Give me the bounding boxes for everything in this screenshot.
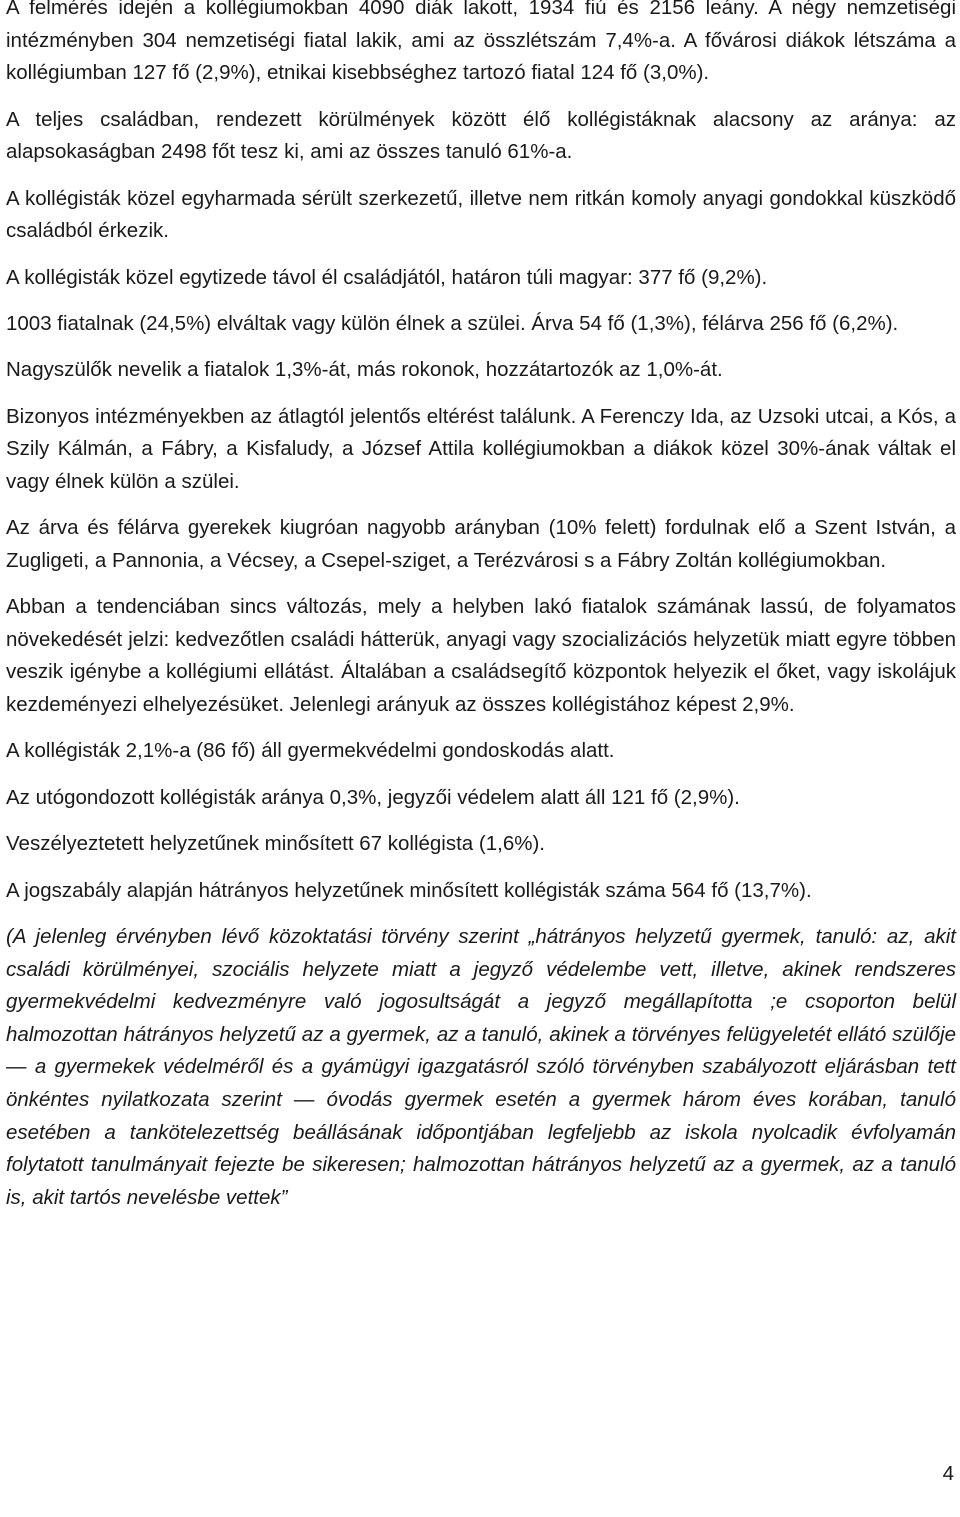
paragraph-damaged-family: A kollégisták közel egyharmada sérült szerkezetű, illetve nem ritkán komoly anyagi gondokkal küszködő családból érkezik.	[6, 186, 956, 243]
paragraph-divorced-parents: 1003 fiatalnak (24,5%) elváltak vagy külön élnek a szülei. Árva 54 fő (1,3%), félárva 256 fő (6,2%).	[6, 311, 899, 335]
document-page	[6, 0, 956, 1228]
paragraph-disadvantaged: A jogszabály alapján hátrányos helyzetűnek minősített kollégisták száma 564 fő (13,7%).	[6, 878, 812, 902]
paragraph-grandparents: Nagyszülők nevelik a fiatalok 1,3%-át, más rokonok, hozzátartozók az 1,0%-át.	[6, 358, 723, 382]
page-number: 4	[942, 1462, 954, 1485]
paragraph-dormitory-population: A felmérés idején a kollégiumokban 4090 diák lakott, 1934 fiú és 2156 leány. A négy nemzetiségi intézményben 304 nemzetiségi fiatal lakik, ami az összlétszám 7,4%-a. A fővárosi diákok létszáma a kollégiumban 127 fő (2,9%), etnikai kisebbséghez tartozó fiatal 124 fő (3,0%).	[6, 0, 956, 85]
paragraph-endangered: Veszélyeztetett helyzetűnek minősített 67 kollégista (1,6%).	[6, 832, 545, 856]
paragraph-aftercare: Az utógondozott kollégisták aránya 0,3%, jegyzői védelem alatt áll 121 fő (2,9%).	[6, 785, 740, 809]
paragraph-institution-deviation: Bizonyos intézményekben az átlagtól jelentős eltérést találunk. A Ferenczy Ida, az Uzsoki utcai, a Kós, a Szily Kálmán, a Fábry, a Kisfaludy, a József Attila kollégiumokban a diákok közel 30%-ának váltak el vagy élnek külön a szülei.	[6, 404, 956, 493]
paragraph-full-family: A teljes családban, rendezett körülmények között élő kollégistáknak alacsony az aránya: az alapsokaságban 2498 főt tesz ki, ami az összes tanuló 61%-a.	[6, 107, 956, 164]
paragraph-orphans: Az árva és félárva gyerekek kiugróan nagyobb arányban (10% felett) fordulnak elő a Szent István, a Zugligeti, a Pannonia, a Vécsey, a Csepel-sziget, a Terézvárosi s a Fábry Zoltán kollégiumokban.	[6, 516, 956, 572]
paragraph-child-protection: A kollégisták 2,1%-a (86 fő) áll gyermekvédelmi gondoskodás alatt.	[6, 739, 615, 763]
paragraph-local-youth: Abban a tendenciában sincs változás, mely a helyben lakó fiatalok számának lassú, de folyamatos növekedését jelzi: kedvezőtlen családi hátterük, anyagi vagy szocializációs helyzetük miatt egyre többen veszik igénybe a kollégiumi ellátást. Általában a családsegítő központok helyezik el őket, vagy iskolájuk kezdeményezi elhelyezésüket. Jelenlegi arányuk az összes kollégistához képest 2,9%.	[6, 595, 956, 717]
paragraph-law-quote: (A jelenleg érvényben lévő közoktatási törvény szerint „hátrányos helyzetű gyermek, tanuló: az, akit családi körülményei, szociális helyzete miatt a jegyző védelembe vett, illetve, akinek rendszeres gyermekvédelmi kedvezményre való jogosultságát a jegyző megállapította ;e csoporton belül halmozottan hátrányos helyzetű az a gyermek, az a tanuló, akinek a törvényes felügyeletét ellátó szülője — a gyermekek védelméről és a gyámügyi igazgatásról szóló törvényben szabályozott eljárásban tett önkéntes nyilatkozata szerint — óvodás gyermek esetén a gyermek három éves korában, tanuló esetében a tankötelezettség beállásának időpontjában legfeljebb az iskola nyolcadik évfolyamán folytatott tanulmányait fejezte be sikeresen; halmozottan hátrányos helyzetű az a gyermek, az a tanuló is, akit tartós nevelésbe vettek”	[6, 925, 956, 1209]
paragraph-far-from-family: A kollégisták közel egytizede távol él családjától, határon túli magyar: 377 fő (9,2%).	[6, 265, 768, 289]
